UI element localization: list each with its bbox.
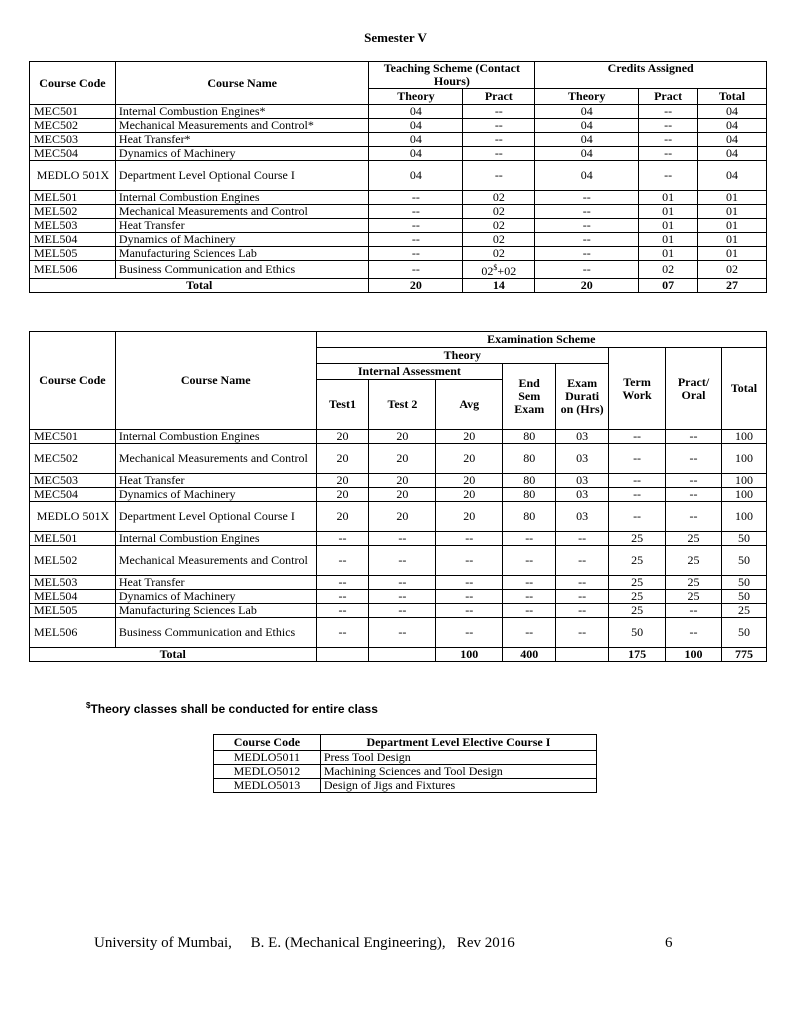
value-cell: 01	[698, 205, 767, 219]
course-name-cell: Heat Transfer*	[115, 133, 369, 147]
header-course-name: Course Name	[115, 62, 369, 105]
value-cell: --	[503, 590, 556, 604]
value-cell: 20	[316, 502, 369, 532]
value-cell: 04	[698, 147, 767, 161]
table-row	[30, 474, 767, 488]
value-cell: 01	[698, 219, 767, 233]
value-cell: --	[609, 488, 666, 502]
value-cell: 20	[436, 430, 503, 444]
course-code-cell: MEL504	[30, 233, 116, 247]
course-name-cell: Manufacturing Sciences Lab	[115, 247, 369, 261]
table-row	[30, 430, 767, 444]
exam-header-term-work: Term Work	[609, 348, 666, 430]
value-cell: --	[316, 532, 369, 546]
value-cell: --	[609, 474, 666, 488]
value-cell: --	[369, 247, 463, 261]
exam-header-test2: Test 2	[369, 380, 436, 430]
value-cell: --	[535, 219, 639, 233]
value-cell: --	[436, 604, 503, 618]
value-cell: --	[463, 147, 535, 161]
course-code-cell: MEL503	[30, 219, 116, 233]
total-value: 775	[721, 648, 766, 662]
table-row	[30, 576, 767, 590]
value-cell: 02	[639, 261, 698, 279]
value-cell: --	[556, 546, 609, 576]
value-cell: 50	[721, 590, 766, 604]
header-teaching-scheme: Teaching Scheme (Contact Hours)	[369, 62, 535, 89]
value-cell: 25	[721, 604, 766, 618]
value-cell: --	[316, 590, 369, 604]
value-cell: 01	[639, 219, 698, 233]
header-pract-credits: Pract	[639, 89, 698, 105]
exam-header-pract-oral: Pract/ Oral	[666, 348, 722, 430]
value-cell: --	[609, 430, 666, 444]
course-name-cell: Internal Combustion Engines	[115, 430, 316, 444]
course-name-cell: Business Communication and Ethics	[115, 618, 316, 648]
value-cell: 03	[556, 430, 609, 444]
value-cell: --	[535, 205, 639, 219]
header-theory: Theory	[369, 89, 463, 105]
exam-header-exam-duration: Exam Durati on (Hrs)	[556, 364, 609, 430]
value-cell: 20	[369, 502, 436, 532]
elective-code-cell: MEDLO5012	[214, 765, 321, 779]
value-cell: 03	[556, 444, 609, 474]
exam-header-test1: Test1	[316, 380, 369, 430]
value-cell: --	[436, 546, 503, 576]
table-row	[30, 618, 767, 648]
value-cell: 04	[369, 161, 463, 191]
value-cell: 04	[535, 161, 639, 191]
course-name-cell: Mechanical Measurements and Control	[115, 444, 316, 474]
value-cell: 01	[698, 233, 767, 247]
course-code-cell: MEL504	[30, 590, 116, 604]
course-code-cell: MEC501	[30, 105, 116, 119]
total-value: 20	[369, 279, 463, 293]
course-code-cell: MEC503	[30, 474, 116, 488]
course-name-cell: Manufacturing Sciences Lab	[115, 604, 316, 618]
value-cell: 100	[721, 488, 766, 502]
value-cell: 01	[639, 191, 698, 205]
total-row	[30, 279, 767, 293]
value-cell: 80	[503, 502, 556, 532]
table-row	[30, 191, 767, 205]
course-code-cell: MEDLO 501X	[30, 161, 116, 191]
table-row	[214, 751, 597, 765]
course-code-cell: MEC502	[30, 444, 116, 474]
exam-header-internal-assessment: Internal Assessment	[316, 364, 503, 380]
course-name-cell: Department Level Optional Course I	[115, 502, 316, 532]
table-row	[30, 147, 767, 161]
value-cell: 20	[316, 444, 369, 474]
value-cell: 01	[698, 191, 767, 205]
table-row	[30, 105, 767, 119]
value-cell: --	[556, 532, 609, 546]
value-cell: 20	[369, 474, 436, 488]
value-cell: --	[535, 191, 639, 205]
value-cell: 100	[721, 430, 766, 444]
value-cell: 50	[721, 576, 766, 590]
header-pract: Pract	[463, 89, 535, 105]
header-course-code: Course Code	[30, 62, 116, 105]
value-cell: --	[369, 532, 436, 546]
course-code-cell: MEL501	[30, 532, 116, 546]
course-name-cell: Mechanical Measurements and Control	[115, 546, 316, 576]
value-cell: 04	[698, 161, 767, 191]
value-cell: 80	[503, 488, 556, 502]
value-cell: --	[666, 502, 722, 532]
course-name-cell: Mechanical Measurements and Control*	[115, 119, 369, 133]
table-row	[30, 488, 767, 502]
table-row	[30, 219, 767, 233]
value-cell: 20	[369, 430, 436, 444]
table-row	[30, 590, 767, 604]
course-code-cell: MEL506	[30, 261, 116, 279]
value-cell: 04	[369, 119, 463, 133]
value-cell: 04	[535, 133, 639, 147]
value-cell: 25	[609, 604, 666, 618]
header-total: Total	[698, 89, 767, 105]
total-value: 07	[639, 279, 698, 293]
value-cell: 04	[698, 105, 767, 119]
value-cell: 25	[609, 576, 666, 590]
exam-header-examination-scheme: Examination Scheme	[316, 332, 766, 348]
value-cell: 01	[639, 205, 698, 219]
value-cell: 80	[503, 474, 556, 488]
total-value	[316, 648, 369, 662]
value-cell: 03	[556, 488, 609, 502]
value-cell: 50	[721, 618, 766, 648]
exam-header-avg: Avg	[436, 380, 503, 430]
exam-header-end-sem: End Sem Exam	[503, 364, 556, 430]
course-code-cell: MEL501	[30, 191, 116, 205]
course-name-cell: Mechanical Measurements and Control	[115, 205, 369, 219]
course-name-cell: Dynamics of Machinery	[115, 488, 316, 502]
course-name-cell: Heat Transfer	[115, 219, 369, 233]
value-cell: --	[463, 161, 535, 191]
table-row	[30, 444, 767, 474]
course-name-cell: Business Communication and Ethics	[115, 261, 369, 279]
elective-header-name: Department Level Elective Course I	[320, 735, 596, 751]
value-cell: --	[369, 618, 436, 648]
value-cell: 25	[666, 532, 722, 546]
value-cell: 03	[556, 502, 609, 532]
value-cell: 02$+02	[463, 261, 535, 279]
value-cell: --	[436, 532, 503, 546]
value-cell: 02	[463, 205, 535, 219]
value-cell: 04	[369, 147, 463, 161]
value-cell: 100	[721, 502, 766, 532]
value-cell: 50	[721, 532, 766, 546]
value-cell: 02	[463, 191, 535, 205]
value-cell: 100	[721, 444, 766, 474]
course-code-cell: MEL506	[30, 618, 116, 648]
course-name-cell: Department Level Optional Course I	[115, 161, 369, 191]
value-cell: 20	[316, 488, 369, 502]
course-code-cell: MEL502	[30, 205, 116, 219]
table-row	[30, 205, 767, 219]
footnote-text: Theory classes shall be conducted for entire class	[90, 702, 378, 716]
course-name-cell: Dynamics of Machinery	[115, 590, 316, 604]
value-cell: --	[609, 502, 666, 532]
value-cell: --	[535, 261, 639, 279]
value-cell: --	[436, 576, 503, 590]
value-cell: --	[369, 546, 436, 576]
exam-header-course-name: Course Name	[115, 332, 316, 430]
course-code-cell: MEL502	[30, 546, 116, 576]
exam-header-course-code: Course Code	[30, 332, 116, 430]
value-cell: --	[503, 546, 556, 576]
elective-code-cell: MEDLO5011	[214, 751, 321, 765]
elective-name-cell: Press Tool Design	[320, 751, 596, 765]
value-cell: 25	[609, 532, 666, 546]
value-cell: --	[535, 247, 639, 261]
value-cell: --	[316, 546, 369, 576]
value-cell: 20	[316, 474, 369, 488]
course-code-cell: MEL503	[30, 576, 116, 590]
value-cell: 80	[503, 430, 556, 444]
value-cell: --	[666, 604, 722, 618]
page-title: Semester V	[364, 30, 427, 45]
value-cell: 25	[666, 576, 722, 590]
value-cell: --	[463, 105, 535, 119]
total-value	[556, 648, 609, 662]
elective-name-cell: Design of Jigs and Fixtures	[320, 779, 596, 793]
value-cell: --	[639, 119, 698, 133]
value-cell: 80	[503, 444, 556, 474]
course-name-cell: Internal Combustion Engines	[115, 191, 369, 205]
superscript-marker: $	[493, 263, 498, 272]
course-code-cell: MEC502	[30, 119, 116, 133]
value-cell: 25	[666, 590, 722, 604]
value-cell: --	[503, 576, 556, 590]
value-cell: --	[609, 444, 666, 474]
course-name-cell: Internal Combustion Engines	[115, 532, 316, 546]
value-cell: 20	[316, 430, 369, 444]
course-code-cell: MEC504	[30, 488, 116, 502]
value-cell: 01	[639, 247, 698, 261]
value-cell: --	[369, 205, 463, 219]
value-cell: --	[556, 576, 609, 590]
value-cell: 04	[535, 105, 639, 119]
value-cell: --	[535, 233, 639, 247]
elective-header-code: Course Code	[214, 735, 321, 751]
table-row	[30, 119, 767, 133]
exam-header-total: Total	[721, 348, 766, 430]
course-name-cell: Heat Transfer	[115, 474, 316, 488]
total-value: 14	[463, 279, 535, 293]
value-cell: 25	[609, 546, 666, 576]
value-cell: 20	[436, 502, 503, 532]
total-value: 20	[535, 279, 639, 293]
value-cell: 04	[369, 105, 463, 119]
total-label: Total	[30, 648, 317, 662]
value-cell: --	[639, 105, 698, 119]
course-name-cell: Dynamics of Machinery	[115, 147, 369, 161]
value-cell: --	[639, 161, 698, 191]
table-row	[30, 532, 767, 546]
value-cell: 20	[436, 474, 503, 488]
value-cell: 04	[698, 119, 767, 133]
header-credits-assigned: Credits Assigned	[535, 62, 767, 89]
header-theory-credits: Theory	[535, 89, 639, 105]
value-cell: --	[369, 576, 436, 590]
value-cell: --	[556, 604, 609, 618]
value-cell: --	[503, 532, 556, 546]
total-row	[30, 648, 767, 662]
value-cell: 100	[721, 474, 766, 488]
value-cell: --	[639, 147, 698, 161]
elective-name-cell: Machining Sciences and Tool Design	[320, 765, 596, 779]
table-row	[30, 546, 767, 576]
value-cell: 01	[639, 233, 698, 247]
exam-header-theory: Theory	[316, 348, 609, 364]
total-label: Total	[30, 279, 369, 293]
value-cell: 20	[436, 444, 503, 474]
table-row	[30, 502, 767, 532]
value-cell: 04	[698, 133, 767, 147]
value-cell: --	[666, 488, 722, 502]
page-number: 6	[665, 935, 673, 951]
value-cell: 01	[698, 247, 767, 261]
table-row	[214, 765, 597, 779]
value-cell: --	[369, 191, 463, 205]
value-cell: 03	[556, 474, 609, 488]
course-code-cell: MEL505	[30, 604, 116, 618]
table-row	[214, 779, 597, 793]
value-cell: --	[666, 618, 722, 648]
total-value	[369, 648, 436, 662]
value-cell: --	[666, 430, 722, 444]
value-cell: --	[369, 604, 436, 618]
value-cell: 04	[535, 147, 639, 161]
value-cell: 20	[369, 444, 436, 474]
value-cell: --	[556, 590, 609, 604]
total-value: 175	[609, 648, 666, 662]
table-row	[30, 261, 767, 279]
course-code-cell: MEL505	[30, 247, 116, 261]
exam-table	[29, 331, 767, 662]
value-cell: --	[369, 233, 463, 247]
value-cell: --	[436, 618, 503, 648]
table-row	[30, 247, 767, 261]
value-cell: --	[369, 219, 463, 233]
value-cell: --	[639, 133, 698, 147]
value-cell: --	[463, 119, 535, 133]
value-cell: --	[666, 444, 722, 474]
footer-text: University of Mumbai, B. E. (Mechanical Engineering), Rev 2016	[94, 935, 515, 951]
value-cell: --	[316, 618, 369, 648]
value-cell: 04	[369, 133, 463, 147]
course-code-cell: MEDLO 501X	[30, 502, 116, 532]
value-cell: 02	[463, 233, 535, 247]
course-name-cell: Heat Transfer	[115, 576, 316, 590]
value-cell: 02	[698, 261, 767, 279]
course-code-cell: MEC501	[30, 430, 116, 444]
total-value: 400	[503, 648, 556, 662]
value-cell: 04	[535, 119, 639, 133]
value-cell: 20	[369, 488, 436, 502]
value-cell: --	[666, 474, 722, 488]
value-cell: 50	[609, 618, 666, 648]
total-value: 27	[698, 279, 767, 293]
footnote	[86, 701, 378, 716]
value-cell: --	[316, 576, 369, 590]
value-cell: 20	[436, 488, 503, 502]
course-name-cell: Dynamics of Machinery	[115, 233, 369, 247]
value-cell: 50	[721, 546, 766, 576]
total-value: 100	[666, 648, 722, 662]
table-row	[30, 233, 767, 247]
course-name-cell: Internal Combustion Engines*	[115, 105, 369, 119]
value-cell: --	[503, 618, 556, 648]
value-cell: --	[369, 261, 463, 279]
value-cell: 25	[666, 546, 722, 576]
value-cell: --	[503, 604, 556, 618]
value-cell: --	[556, 618, 609, 648]
value-cell: --	[369, 590, 436, 604]
credits-table	[29, 61, 767, 293]
value-cell: 02	[463, 219, 535, 233]
table-row	[30, 604, 767, 618]
value-cell: 25	[609, 590, 666, 604]
total-value: 100	[436, 648, 503, 662]
value-cell: --	[316, 604, 369, 618]
elective-code-cell: MEDLO5013	[214, 779, 321, 793]
course-code-cell: MEC503	[30, 133, 116, 147]
footnote-marker: $	[86, 701, 91, 710]
course-code-cell: MEC504	[30, 147, 116, 161]
table-row	[30, 161, 767, 191]
table-row	[30, 133, 767, 147]
value-cell: --	[436, 590, 503, 604]
value-cell: 02	[463, 247, 535, 261]
value-cell: --	[463, 133, 535, 147]
elective-table	[213, 734, 597, 793]
